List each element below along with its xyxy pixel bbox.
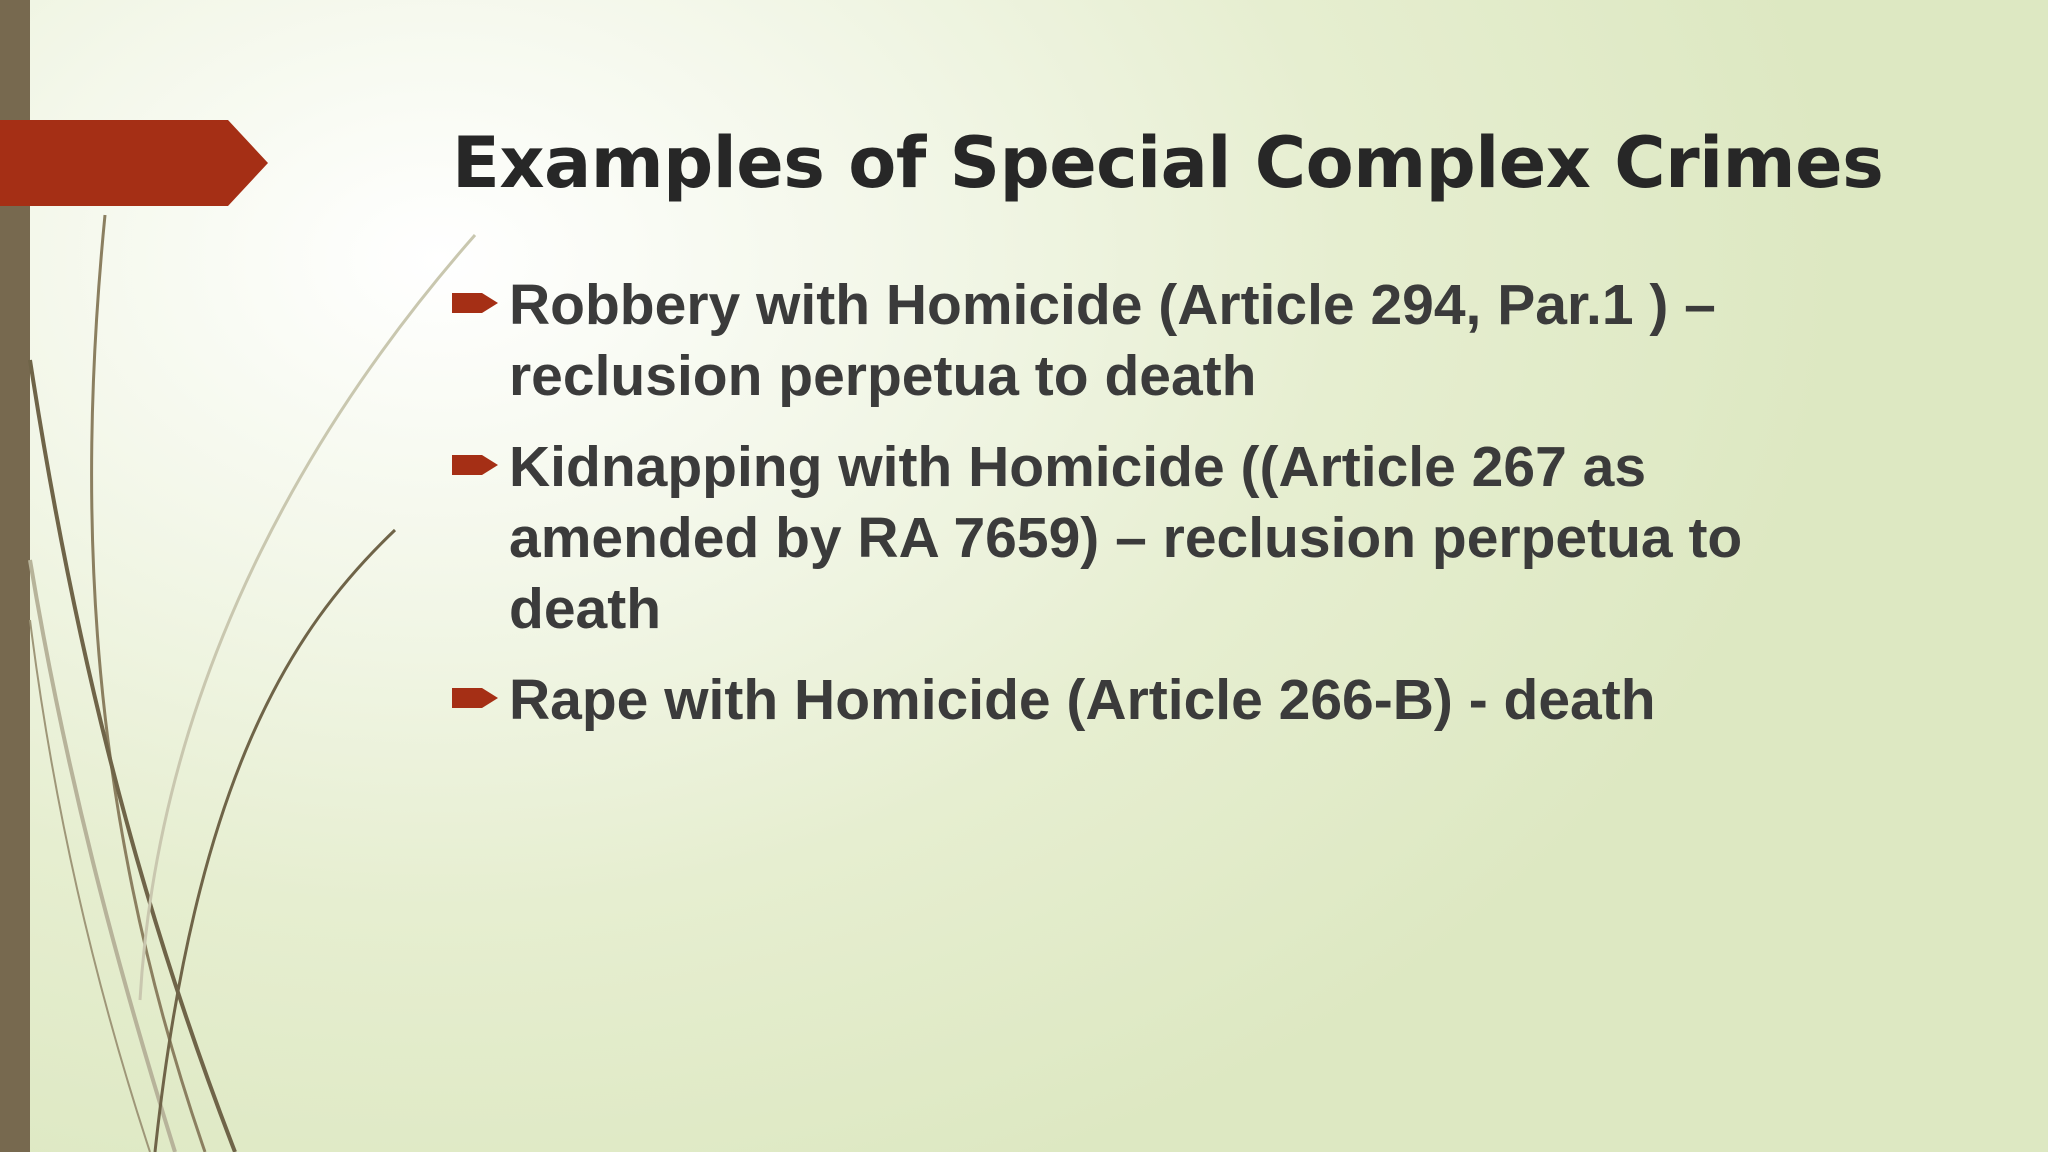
slide-title: Examples of Special Complex Crimes [452, 122, 1884, 204]
bullet-text: Kidnapping with Homicide ((Article 267 as amended by RA 7659) – reclusion perpetua to death [509, 435, 1743, 641]
arrow-right-icon [452, 685, 498, 711]
arrow-right-icon [452, 452, 498, 478]
arrow-right-icon [452, 290, 498, 316]
bullet-text: Rape with Homicide (Article 266-B) - death [509, 668, 1656, 732]
bullet-item [452, 665, 1872, 736]
bullet-text: Robbery with Homicide (Article 294, Par.1 ) – reclusion perpetua to death [509, 273, 1716, 408]
bullet-list [452, 270, 1872, 756]
bullet-item [452, 432, 1872, 645]
bullet-item [452, 270, 1872, 412]
title-accent-shape [0, 120, 270, 206]
